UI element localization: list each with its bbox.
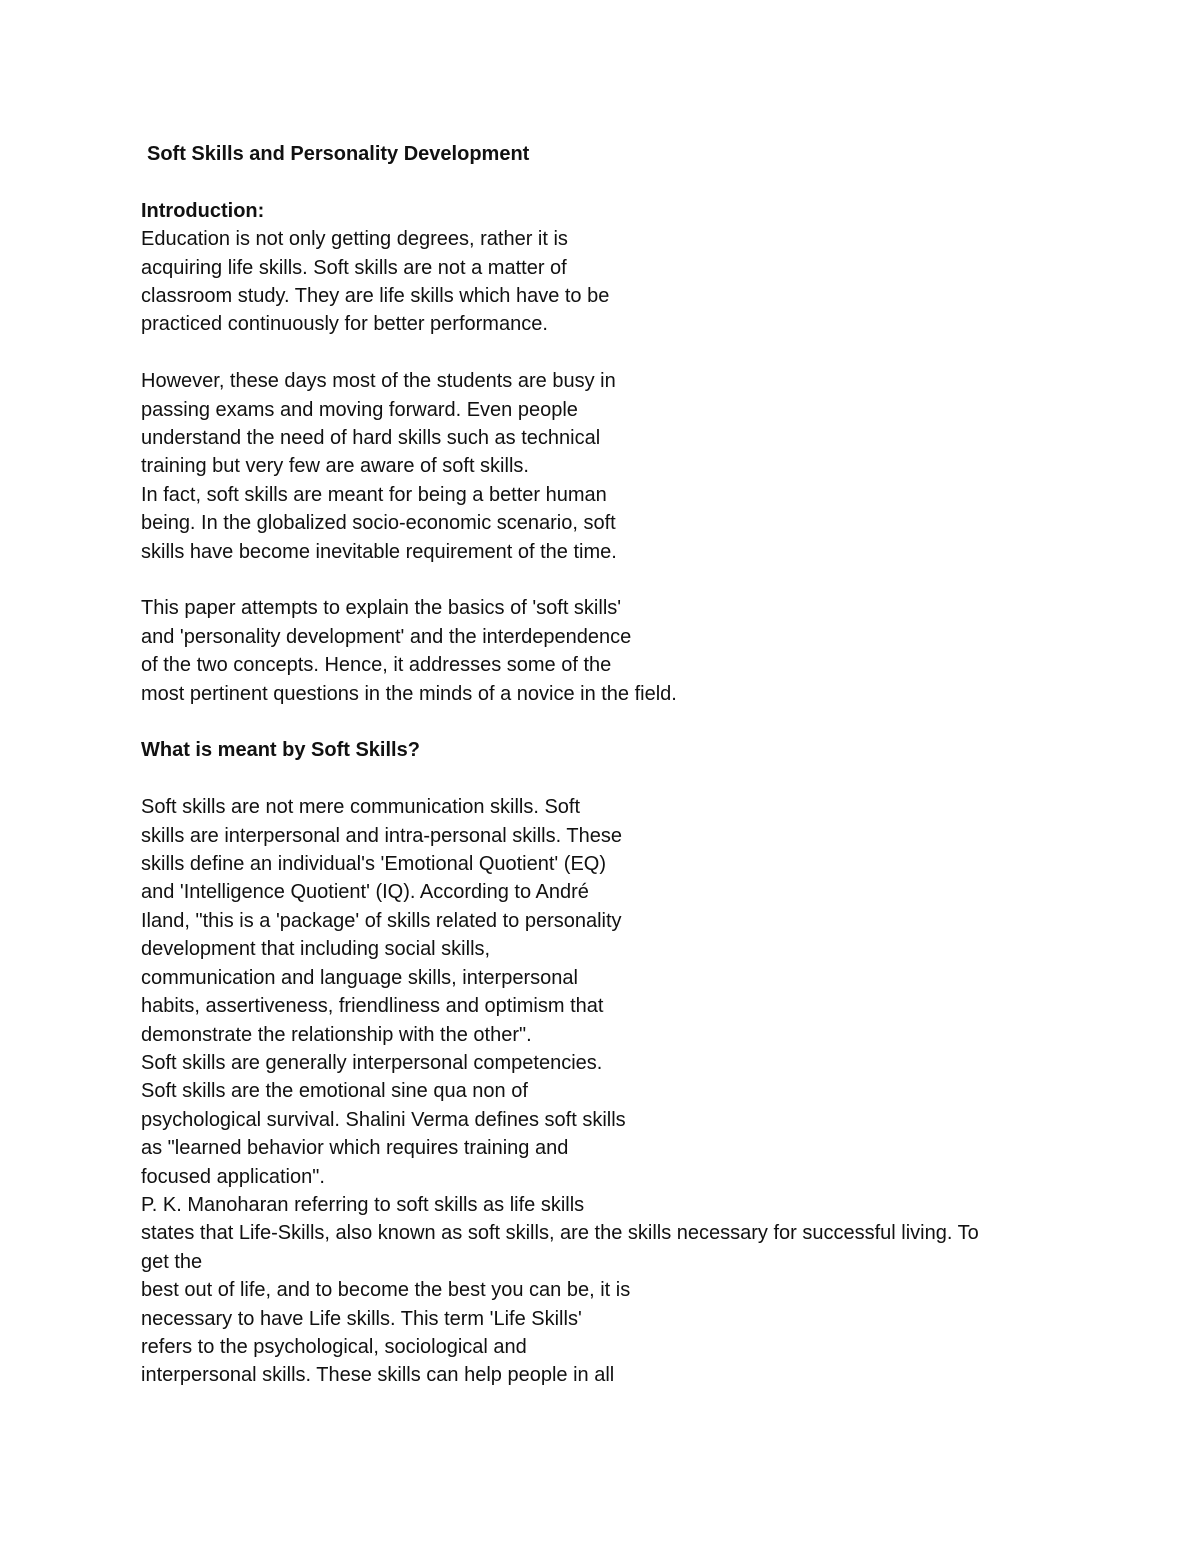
paragraph-line: most pertinent questions in the minds of a novice in the field. [141, 682, 677, 705]
section-line: communication and language skills, interpersonal [141, 966, 578, 989]
spacer [141, 765, 1061, 793]
section-line: states that Life-Skills, also known as soft skills, are the skills necessary for successful living. To [141, 1222, 979, 1245]
section-line: skills define an individual's 'Emotional Quotient' (EQ) [141, 853, 607, 876]
section-line: get the [141, 1250, 203, 1273]
section-line: Soft skills are generally interpersonal competencies. [141, 1051, 603, 1074]
section-line: and 'Intelligence Quotient' (IQ). According to André [141, 881, 589, 904]
intro-heading: Introduction: [141, 199, 265, 222]
section-heading: What is meant by Soft Skills? [141, 739, 420, 762]
spacer [141, 708, 1061, 736]
paragraph-line: of the two concepts. Hence, it addresses some of the [141, 654, 612, 677]
paragraph-line: and 'personality development' and the interdependence [141, 625, 632, 648]
section-line: skills are interpersonal and intra-personal skills. These [141, 824, 622, 847]
section-line: interpersonal skills. These skills can help people in all [141, 1364, 615, 1387]
document-title: Soft Skills and Personality Development [147, 143, 530, 165]
intro-line: practiced continuously for better performance. [141, 313, 548, 336]
section-line: refers to the psychological, sociological and [141, 1335, 527, 1358]
paragraph-line: understand the need of hard skills such as technical [141, 427, 601, 450]
section-line: psychological survival. Shalini Verma defines soft skills [141, 1108, 626, 1131]
section-line: Soft skills are the emotional sine qua non of [141, 1080, 528, 1103]
section-line: habits, assertiveness, friendliness and optimism that [141, 995, 604, 1018]
spacer [141, 339, 1061, 367]
paragraph-line: training but very few are aware of soft skills. [141, 455, 529, 478]
document-body [141, 140, 1061, 1390]
section-line: development that including social skills, [141, 938, 491, 961]
section-line: demonstrate the relationship with the other". [141, 1023, 532, 1046]
paragraph-line: In fact, soft skills are meant for being a better human [141, 483, 607, 506]
section-line: focused application". [141, 1165, 325, 1188]
section-line: necessary to have Life skills. This term 'Life Skills' [141, 1307, 582, 1330]
section-line: as "learned behavior which requires training and [141, 1137, 569, 1160]
paragraph-line: being. In the globalized socio-economic scenario, soft [141, 512, 616, 535]
paragraph-line: However, these days most of the students are busy in [141, 370, 616, 393]
spacer [141, 566, 1061, 594]
intro-line: classroom study. They are life skills which have to be [141, 285, 610, 308]
paragraph-line: skills have become inevitable requirement of the time. [141, 540, 617, 563]
section-line: best out of life, and to become the best you can be, it is [141, 1279, 631, 1302]
spacer [141, 168, 1061, 196]
paragraph-line: This paper attempts to explain the basics of 'soft skills' [141, 597, 622, 620]
intro-line: acquiring life skills. Soft skills are not a matter of [141, 256, 567, 279]
section-line: P. K. Manoharan referring to soft skills as life skills [141, 1193, 585, 1216]
intro-line: Education is not only getting degrees, rather it is [141, 228, 568, 251]
section-line: Soft skills are not mere communication skills. Soft [141, 796, 581, 819]
section-line: Iland, "this is a 'package' of skills related to personality [141, 909, 622, 932]
paragraph-line: passing exams and moving forward. Even people [141, 398, 578, 421]
